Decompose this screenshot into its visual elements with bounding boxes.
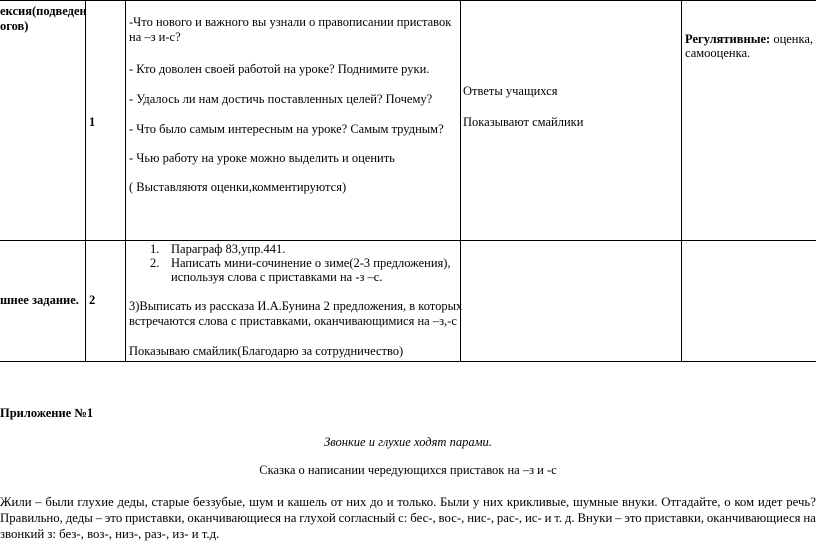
paragraph-word: с: xyxy=(398,511,408,525)
paragraph-word: шумные xyxy=(572,495,619,509)
paragraph-word: речь? xyxy=(786,495,816,509)
teacher-question: - Удалось ли нам достичь поставленных целей? Почему? xyxy=(129,92,433,106)
paragraph-word: о xyxy=(724,495,731,509)
fairy-tale-paragraph-line xyxy=(0,494,816,511)
paragraph-word: Были xyxy=(440,495,470,509)
row-divider xyxy=(0,240,816,241)
paragraph-word: оканчивающиеся xyxy=(706,511,801,525)
paragraph-word: согласный xyxy=(338,511,396,525)
paragraph-word: бес-, xyxy=(410,511,436,525)
homework-item-3: 3)Выписать из рассказа И.А.Бунина 2 предложения, в которых xyxy=(129,299,463,313)
stage-label: ексия(подведен xyxy=(0,4,87,18)
homework-item: Написать мини-сочинение о зиме(2-3 предложения), xyxy=(171,256,451,270)
teacher-question: ( Выставляютя оценки,комментируются) xyxy=(129,180,347,194)
column-divider-2 xyxy=(125,0,126,362)
teacher-question: -Что нового и важного вы узнали о правописании приставок xyxy=(129,15,452,29)
paragraph-word: от xyxy=(330,495,343,509)
teacher-question: на –з и-с? xyxy=(129,30,181,44)
paragraph-word: только. xyxy=(397,495,437,509)
uud-description-cont: самооценка. xyxy=(685,46,751,60)
paragraph-word: Правильно, xyxy=(0,511,63,525)
paragraph-word: крикливые, xyxy=(506,495,570,509)
column-divider-1 xyxy=(85,0,86,362)
appendix-subtitle: Звонкие и глухие ходят парами. xyxy=(324,435,492,449)
student-activity: Показывают смайлики xyxy=(463,115,584,129)
fairy-tale-paragraph-line xyxy=(0,510,816,527)
paragraph-word: беззубые, xyxy=(192,495,246,509)
row-number: 1 xyxy=(89,115,96,129)
paragraph-word: на xyxy=(283,511,297,525)
paragraph-word: Внуки xyxy=(577,511,613,525)
paragraph-word: это xyxy=(104,511,123,525)
teacher-question: - Кто доволен своей работой на уроке? Поднимите руки. xyxy=(129,62,430,76)
paragraph-word: нис-, xyxy=(467,511,495,525)
paragraph-word: на xyxy=(803,511,816,525)
row-number: 2 xyxy=(89,293,96,307)
fairy-tale-paragraph-line: звонкий з: без-, воз-, низ-, раз-, из- и т.д. xyxy=(0,527,220,541)
paragraph-word: деды xyxy=(65,511,93,525)
paragraph-word: т. xyxy=(554,511,563,525)
paragraph-word: – xyxy=(615,511,622,525)
paragraph-word: шум xyxy=(249,495,274,509)
paragraph-word: – xyxy=(35,495,42,509)
homework-item: Параграф 83,упр.441. xyxy=(171,242,286,256)
homework-item-3-cont: встречаются слова с приставками, оканчивающимися на –з,-с xyxy=(129,314,457,328)
uud-label: Регулятивные: xyxy=(685,32,771,46)
paragraph-word: и xyxy=(386,495,394,509)
paragraph-word: них xyxy=(483,495,504,509)
paragraph-word: глухие xyxy=(77,495,114,509)
student-activity: Ответы учащихся xyxy=(463,84,558,98)
uud-description xyxy=(685,32,813,47)
column-divider-4 xyxy=(681,0,682,362)
paragraph-word: были xyxy=(45,495,74,509)
paragraph-word: рас-, xyxy=(496,511,523,525)
homework-stage-label: шнее задание. xyxy=(0,293,79,307)
paragraph-word: – xyxy=(95,511,103,525)
paragraph-word: ком xyxy=(734,495,755,509)
paragraph-word: у xyxy=(472,495,480,509)
paragraph-word: это xyxy=(624,511,642,525)
paragraph-word: идет xyxy=(757,495,783,509)
paragraph-word: приставки, xyxy=(644,511,705,525)
paragraph-word: вос-, xyxy=(438,511,465,525)
paragraph-word: Отгадайте, xyxy=(661,495,721,509)
stage-label-cont: огов) xyxy=(0,19,29,33)
paragraph-word: деды, xyxy=(117,495,148,509)
paragraph-word: приставки, xyxy=(125,511,185,525)
paragraph-word: внуки. xyxy=(621,495,658,509)
paragraph-word: старые xyxy=(151,495,190,509)
paragraph-word: и xyxy=(276,495,284,509)
paragraph-word: кашель xyxy=(287,495,328,509)
closing-remark: Показываю смайлик(Благодарю за сотрудничество) xyxy=(129,344,404,358)
table-top-border xyxy=(0,0,816,1)
homework-list-number: 1. xyxy=(150,242,160,256)
homework-list-number: 2. xyxy=(150,256,160,270)
appendix-title: Приложение №1 xyxy=(0,406,94,420)
table-bottom-border xyxy=(0,361,816,362)
appendix-heading: Сказка о написании чередующихся приставок на –з и -с xyxy=(259,463,557,477)
uud-text: оценка, xyxy=(770,32,814,46)
teacher-question: - Чью работу на уроке можно выделить и оценить xyxy=(129,151,395,165)
paragraph-word: глухой xyxy=(299,511,336,525)
paragraph-word: оканчивающиеся xyxy=(187,511,282,525)
paragraph-word: д. xyxy=(564,511,575,525)
paragraph-word: них xyxy=(346,495,367,509)
homework-item-cont: используя слова с приставками на -з –с. xyxy=(171,270,383,284)
paragraph-word: до xyxy=(370,495,383,509)
paragraph-word: ис- xyxy=(524,511,542,525)
paragraph-word: Жили xyxy=(0,495,32,509)
teacher-question: - Что было самым интересным на уроке? Самым трудным? xyxy=(129,122,444,136)
paragraph-word: и xyxy=(544,511,552,525)
